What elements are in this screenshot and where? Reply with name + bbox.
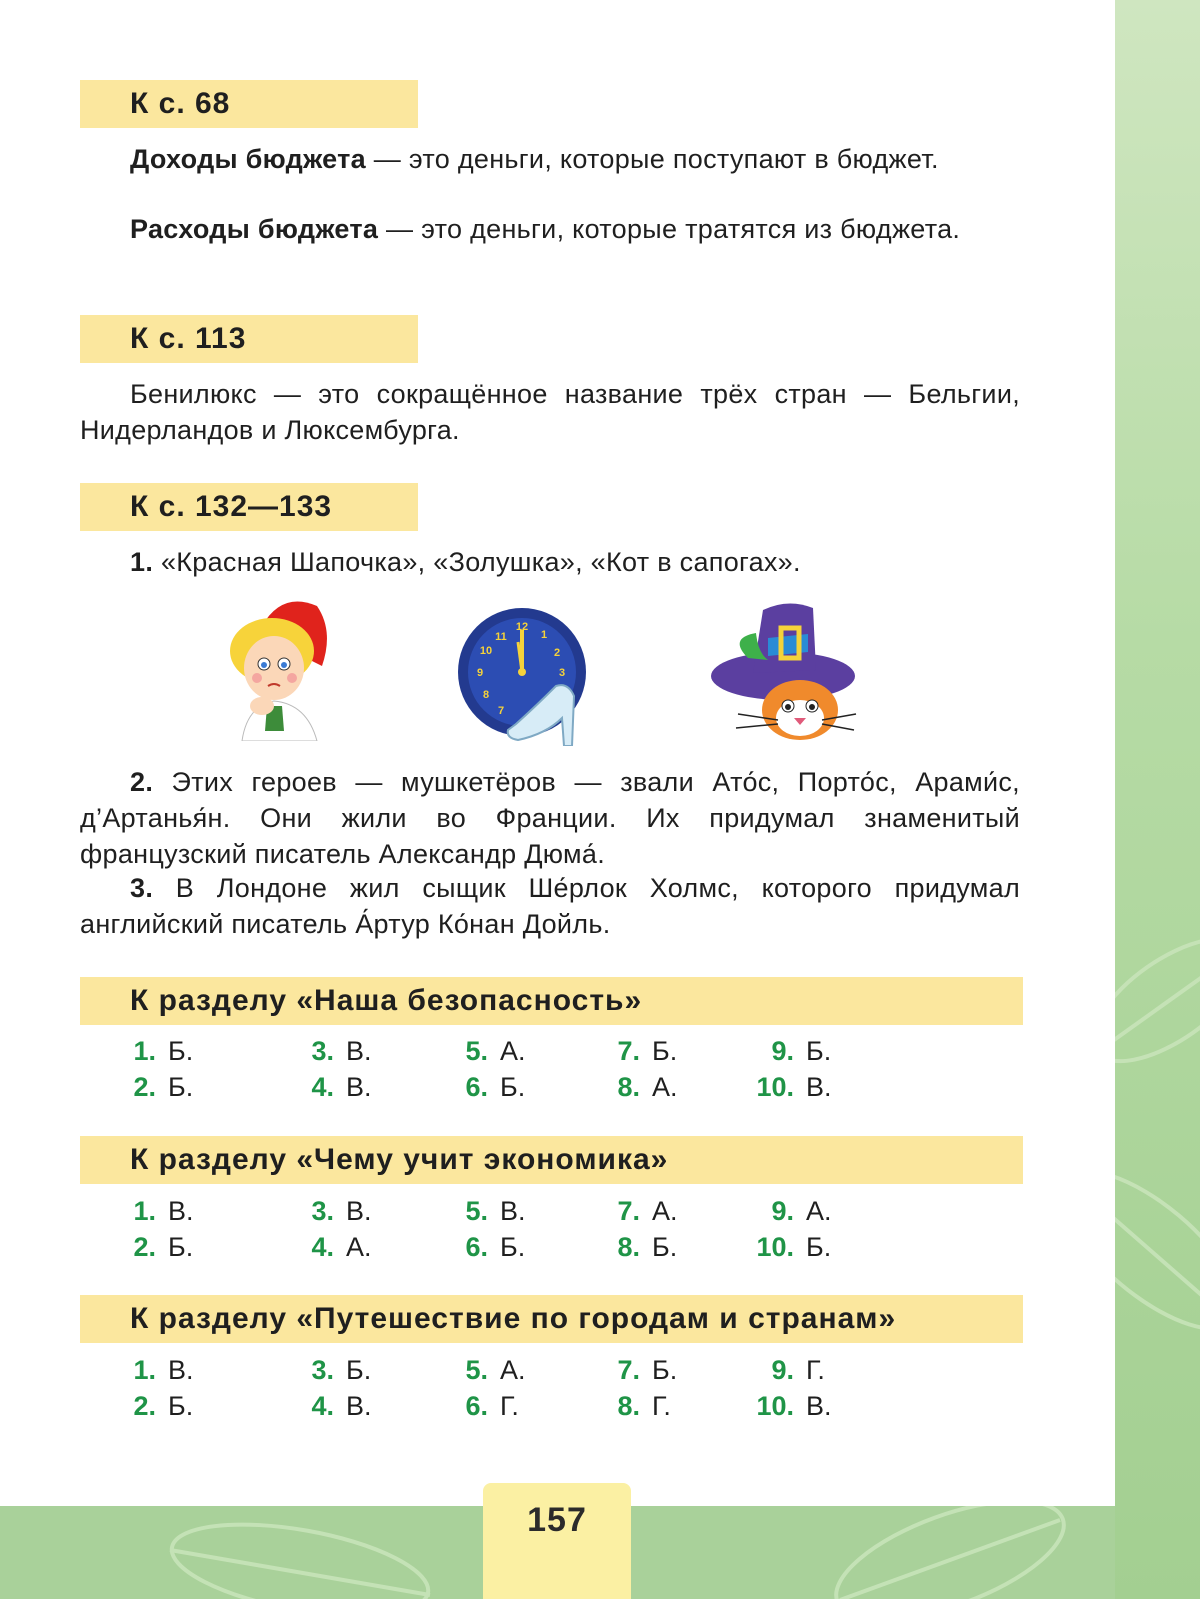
answer-letter: В. bbox=[806, 1072, 832, 1102]
answer-item-2 bbox=[80, 764, 1020, 872]
answer-letter: Г. bbox=[806, 1355, 825, 1385]
term-expenses: Расходы бюджета bbox=[130, 214, 379, 244]
quiz-answer bbox=[308, 1352, 371, 1388]
item-number: 3. bbox=[130, 873, 154, 903]
svg-text:10: 10 bbox=[479, 645, 493, 657]
item-number: 2. bbox=[130, 767, 154, 797]
item-text: «Красная Шапочка», «Золушка», «Кот в сапогах». bbox=[160, 547, 801, 577]
quiz-answer bbox=[308, 1033, 372, 1069]
answer-letter: Б. bbox=[500, 1072, 526, 1102]
answer-number: 5. bbox=[465, 1196, 488, 1226]
cinderella-clock-slipper-illustration bbox=[456, 606, 594, 746]
answer-letter: В. bbox=[346, 1036, 372, 1066]
puss-in-boots-illustration bbox=[708, 598, 858, 746]
quiz-answer bbox=[130, 1229, 193, 1265]
answer-number: 1. bbox=[133, 1196, 156, 1226]
svg-text:8: 8 bbox=[482, 689, 490, 701]
definition-expenses bbox=[80, 211, 1020, 247]
quiz-answer bbox=[130, 1352, 194, 1388]
svg-text:1: 1 bbox=[540, 629, 548, 641]
quiz-answer bbox=[308, 1229, 372, 1265]
answer-number: 7. bbox=[617, 1196, 640, 1226]
quiz-answer bbox=[462, 1193, 526, 1229]
quiz-answer bbox=[462, 1352, 526, 1388]
answer-letter: В. bbox=[346, 1072, 372, 1102]
answer-letter: Г. bbox=[652, 1391, 671, 1421]
answer-number: 8. bbox=[617, 1232, 640, 1262]
svg-text:2: 2 bbox=[553, 647, 561, 659]
answer-number: 5. bbox=[465, 1036, 488, 1066]
answer-letter: Б. bbox=[168, 1036, 194, 1066]
quiz-answer bbox=[462, 1229, 525, 1265]
answer-letter: Б. bbox=[168, 1232, 194, 1262]
answer-letter: А. bbox=[806, 1196, 832, 1226]
answer-number: 4. bbox=[311, 1391, 334, 1421]
answer-number: 4. bbox=[311, 1072, 334, 1102]
term-income: Доходы бюджета bbox=[130, 144, 366, 174]
answer-letter: А. bbox=[652, 1196, 678, 1226]
answer-number: 1. bbox=[133, 1036, 156, 1066]
section-heading: К с. 68 bbox=[80, 80, 418, 128]
svg-text:9: 9 bbox=[476, 667, 484, 679]
answer-number: 8. bbox=[617, 1072, 640, 1102]
answer-number: 7. bbox=[617, 1036, 640, 1066]
quiz-answer bbox=[614, 1033, 677, 1069]
answer-letter: Б. bbox=[652, 1036, 678, 1066]
quiz-answer bbox=[614, 1352, 677, 1388]
answer-letter: В. bbox=[168, 1355, 194, 1385]
quiz-answer bbox=[130, 1069, 193, 1105]
quiz-answer bbox=[738, 1033, 831, 1069]
answer-letter: А. bbox=[346, 1232, 372, 1262]
quiz-answer bbox=[462, 1388, 519, 1424]
answer-number: 9. bbox=[771, 1036, 794, 1066]
answer-number: 10. bbox=[756, 1072, 794, 1102]
answer-letter: Б. bbox=[806, 1036, 832, 1066]
answer-letter: Б. bbox=[346, 1355, 372, 1385]
section-heading: К с. 132—133 bbox=[80, 483, 418, 531]
quiz-heading: К разделу «Путешествие по городам и странам» bbox=[80, 1295, 1023, 1343]
svg-text:3: 3 bbox=[558, 667, 566, 679]
page-number: 157 bbox=[483, 1483, 631, 1599]
answer-number: 9. bbox=[771, 1355, 794, 1385]
item-text: В Лондоне жил сыщик Ше́рлок Холмс, которого придумал английский писатель А́ртур Ко́нан Дойль. bbox=[80, 873, 1020, 939]
answer-number: 2. bbox=[133, 1391, 156, 1421]
answer-number: 3. bbox=[311, 1196, 334, 1226]
answer-letter: А. bbox=[500, 1036, 526, 1066]
quiz-heading: К разделу «Наша безопасность» bbox=[80, 977, 1023, 1025]
answer-letter: Б. bbox=[652, 1355, 678, 1385]
answer-number: 8. bbox=[617, 1391, 640, 1421]
section-heading: К с. 113 bbox=[80, 315, 418, 363]
quiz-answer bbox=[308, 1193, 372, 1229]
definition-expenses-text: — это деньги, которые тратятся из бюджета. bbox=[378, 214, 961, 244]
quiz-answer bbox=[130, 1193, 194, 1229]
answer-letter: В. bbox=[168, 1196, 194, 1226]
quiz-answer bbox=[738, 1388, 832, 1424]
quiz-answer bbox=[130, 1033, 193, 1069]
answer-item-1 bbox=[80, 544, 1020, 580]
answer-number: 3. bbox=[311, 1036, 334, 1066]
answer-letter: Г. bbox=[500, 1391, 519, 1421]
answer-item-3 bbox=[80, 870, 1020, 942]
quiz-answer bbox=[462, 1033, 526, 1069]
red-riding-hood-illustration bbox=[222, 596, 340, 741]
answer-letter: В. bbox=[346, 1196, 372, 1226]
quiz-answer bbox=[462, 1069, 525, 1105]
answer-letter: Б. bbox=[168, 1072, 194, 1102]
answer-number: 6. bbox=[465, 1072, 488, 1102]
answer-number: 9. bbox=[771, 1196, 794, 1226]
answer-letter: Б. bbox=[168, 1391, 194, 1421]
answer-letter: В. bbox=[346, 1391, 372, 1421]
answer-number: 4. bbox=[311, 1232, 334, 1262]
quiz-answer-grid bbox=[130, 1193, 1030, 1265]
answer-letter: А. bbox=[500, 1355, 526, 1385]
answer-letter: А. bbox=[652, 1072, 678, 1102]
svg-text:7: 7 bbox=[497, 705, 505, 717]
answer-number: 10. bbox=[756, 1391, 794, 1421]
quiz-answer bbox=[308, 1388, 372, 1424]
answer-number: 10. bbox=[756, 1232, 794, 1262]
quiz-answer bbox=[738, 1229, 831, 1265]
svg-text:11: 11 bbox=[495, 631, 507, 643]
quiz-answer bbox=[614, 1069, 678, 1105]
quiz-answer bbox=[738, 1352, 825, 1388]
quiz-answer bbox=[738, 1193, 832, 1229]
answer-number: 6. bbox=[465, 1391, 488, 1421]
answer-number: 1. bbox=[133, 1355, 156, 1385]
quiz-answer bbox=[130, 1388, 193, 1424]
quiz-answer bbox=[738, 1069, 832, 1105]
answer-number: 7. bbox=[617, 1355, 640, 1385]
answer-number: 6. bbox=[465, 1232, 488, 1262]
answer-number: 2. bbox=[133, 1072, 156, 1102]
benelux-paragraph: Бенилюкс — это сокращённое название трёх стран — Бельгии, Нидерландов и Люксембурга. bbox=[80, 379, 1020, 445]
quiz-answer-grid bbox=[130, 1352, 1030, 1424]
quiz-answer bbox=[614, 1388, 671, 1424]
answer-letter: Б. bbox=[806, 1232, 832, 1262]
definition-income-text: — это деньги, которые поступают в бюджет. bbox=[365, 144, 939, 174]
svg-text:12: 12 bbox=[515, 621, 529, 633]
quiz-answer bbox=[614, 1229, 677, 1265]
answer-number: 3. bbox=[311, 1355, 334, 1385]
answer-letter: Б. bbox=[500, 1232, 526, 1262]
answer-letter: Б. bbox=[652, 1232, 678, 1262]
answer-number: 2. bbox=[133, 1232, 156, 1262]
quiz-answer bbox=[308, 1069, 372, 1105]
answer-number: 5. bbox=[465, 1355, 488, 1385]
quiz-heading: К разделу «Чему учит экономика» bbox=[80, 1136, 1023, 1184]
quiz-answer-grid bbox=[130, 1033, 1030, 1105]
answer-letter: В. bbox=[500, 1196, 526, 1226]
item-number: 1. bbox=[130, 547, 154, 577]
definition-income bbox=[80, 141, 1020, 177]
answer-letter: В. bbox=[806, 1391, 832, 1421]
quiz-answer bbox=[614, 1193, 678, 1229]
item-text: Этих героев — мушкетёров — звали Ато́с, Порто́с, Арами́с, д’Артанья́н. Они жили во Франции. Их придумал знаменитый французский писатель Александр Дюма́. bbox=[80, 767, 1020, 869]
